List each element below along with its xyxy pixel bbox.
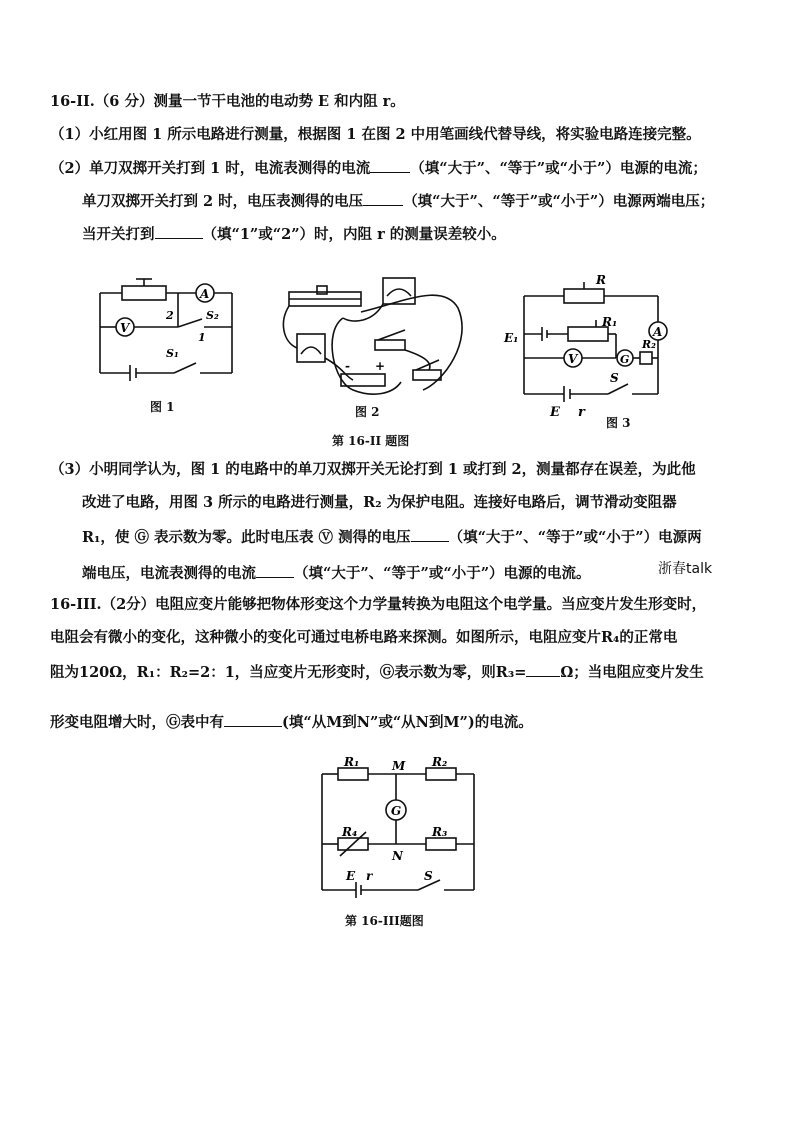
figure-16-3-caption: 第 16-III题图 bbox=[345, 914, 424, 928]
figure-16-3-bridge-circuit bbox=[318, 755, 478, 900]
question-16-2-part2-line1: （2）单刀双掷开关打到 1 时，电流表测得的电流 （填“大于”、“等于”或“小于”）电源的电流； bbox=[50, 160, 707, 177]
answer-blank-4[interactable] bbox=[411, 527, 449, 542]
fig1-ammeter-label: A bbox=[200, 287, 210, 301]
fig3-r-label: r bbox=[578, 405, 585, 420]
bridge-M-label: M bbox=[392, 759, 406, 773]
bridge-galvanometer-label: G bbox=[391, 804, 402, 818]
question-16-2-part1: （1）小红用图 1 所示电路进行测量，根据图 1 在图 2 中用笔画线代替导线，将实验电路连接完整。 bbox=[50, 126, 701, 143]
figure-16-2-caption: 第 16-II 题图 bbox=[332, 434, 410, 448]
fig3-R-label: R bbox=[596, 273, 606, 287]
figure-1-circuit bbox=[92, 275, 242, 385]
fig3-E-label: E bbox=[550, 405, 560, 420]
question-16-3-line4: 形变电阻增大时，Ⓖ表中有 (填“从M到N”或“从N到M”)的电流。 bbox=[50, 714, 533, 731]
fig3-R2-label: R₂ bbox=[642, 338, 656, 351]
question-16-3-line2: 电阻会有微小的变化，这种微小的变化可通过电桥电路来探测。如图所示，电阻应变片R₄的正常电 bbox=[50, 629, 678, 646]
bridge-R3-label: R₃ bbox=[432, 825, 448, 839]
bridge-N-label: N bbox=[392, 849, 403, 863]
answer-blank-3[interactable] bbox=[155, 224, 203, 239]
question-16-3-line3: 阻为120Ω，R₁：R₂=2：1，当应变片无形变时，Ⓖ表示数为零，则R₃= Ω；当电阻应变片发生 bbox=[50, 664, 704, 681]
figure-3-circuit bbox=[504, 272, 670, 420]
question-16-2-part2-line3: 当开关打到 （填“1”或“2”）时，内阻 r 的测量误差较小。 bbox=[82, 226, 506, 243]
fig3-R1-label: R₁ bbox=[602, 315, 618, 329]
figure-2-apparatus bbox=[283, 272, 473, 402]
answer-blank-2[interactable] bbox=[363, 191, 403, 206]
fig3-caption: 图 3 bbox=[606, 416, 631, 430]
answer-blank-6[interactable] bbox=[526, 662, 560, 677]
fig1-voltmeter-label: V bbox=[120, 321, 130, 335]
answer-blank-5[interactable] bbox=[256, 563, 294, 578]
bridge-R4-label: R₄ bbox=[342, 825, 358, 839]
fig3-galvanometer-label: G bbox=[620, 353, 630, 366]
fig3-ammeter-label: A bbox=[653, 325, 663, 339]
answer-blank-7[interactable] bbox=[224, 712, 282, 727]
question-16-2-title: 16-II.（6 分）测量一节干电池的电动势 E 和内阻 r。 bbox=[50, 93, 405, 110]
fig3-voltmeter-label: V bbox=[568, 352, 578, 366]
question-16-2-part2-line2: 单刀双掷开关打到 2 时，电压表测得的电压 （填“大于”、“等于”或“小于”）电源两端电压； bbox=[82, 193, 715, 210]
fig1-terminal-1: 1 bbox=[198, 331, 206, 344]
answer-blank-1[interactable] bbox=[370, 158, 410, 173]
fig1-s1-label: S₁ bbox=[166, 347, 179, 360]
bridge-E-label: E bbox=[346, 869, 356, 883]
bridge-R1-label: R₁ bbox=[344, 755, 360, 769]
bridge-R2-label: R₂ bbox=[432, 755, 448, 769]
watermark-text: 浙春talk bbox=[658, 561, 713, 577]
question-16-3-line1: 16-III.（2分）电阻应变片能够把物体形变这个力学量转换为电阻这个电学量。当应变片发生形变时， bbox=[50, 596, 707, 613]
question-16-2-part3-line3: R₁，使 Ⓖ 表示数为零。此时电压表 Ⓥ 测得的电压 （填“大于”、“等于”或“小于”）电源两 bbox=[82, 529, 702, 546]
fig1-terminal-2: 2 bbox=[166, 309, 174, 322]
question-16-2-part3-line1: （3）小明同学认为，图 1 的电路中的单刀双掷开关无论打到 1 或打到 2，测量都存在误差，为此他 bbox=[50, 461, 696, 478]
fig2-caption: 图 2 bbox=[355, 405, 380, 419]
fig1-caption: 图 1 bbox=[150, 400, 175, 414]
question-16-2-part3-line4: 端电压，电流表测得的电流 （填“大于”、“等于”或“小于”）电源的电流。 bbox=[82, 565, 591, 582]
fig3-S-label: S bbox=[610, 371, 619, 385]
question-16-2-part3-line2: 改进了电路，用图 3 所示的电路进行测量，R₂ 为保护电阻。连接好电路后，调节滑动变阻器 bbox=[82, 494, 677, 511]
fig2-battery-minus: - bbox=[345, 359, 350, 373]
bridge-S-label: S bbox=[424, 869, 433, 883]
bridge-r-label: r bbox=[366, 869, 373, 883]
fig1-s2-label: S₂ bbox=[206, 309, 219, 322]
fig2-battery-plus: + bbox=[375, 359, 386, 373]
fig3-E1-label: E₁ bbox=[504, 331, 519, 345]
